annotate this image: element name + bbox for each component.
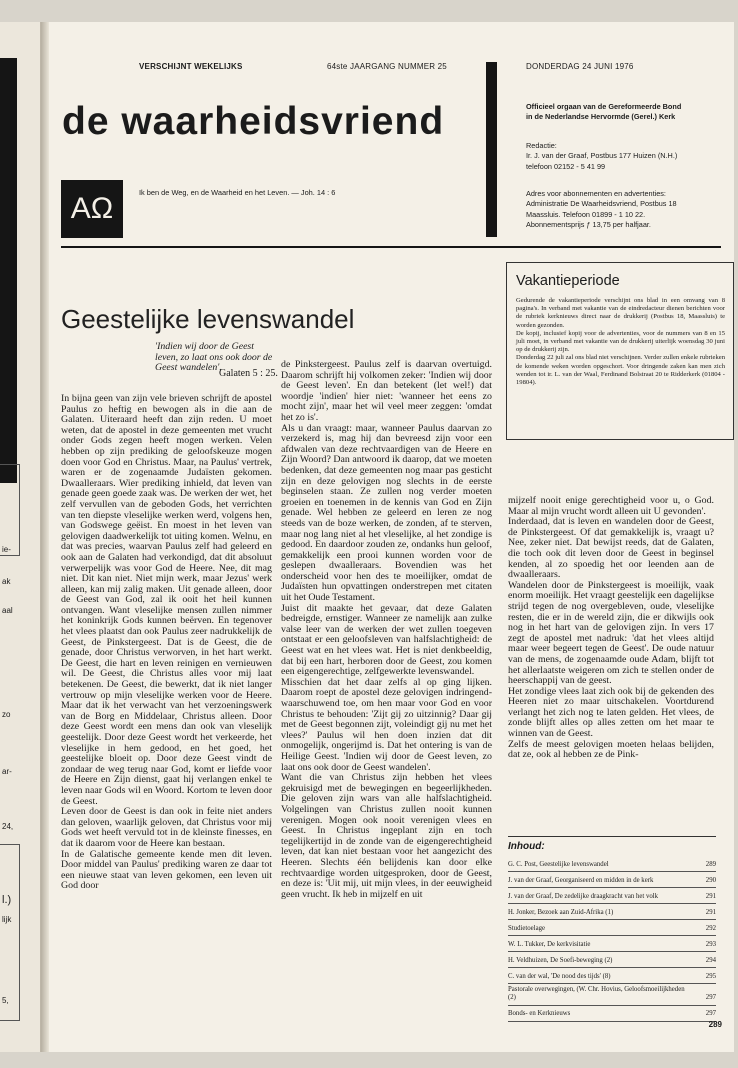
- toc-entry: [508, 952, 716, 968]
- toc-entry: [508, 920, 716, 936]
- article-title: Geestelijke levenswandel: [61, 304, 355, 334]
- article-column-1: [61, 394, 272, 892]
- subscription-line: Maassluis. Telefoon 01899 - 1 10 22.: [526, 209, 646, 219]
- vacation-notice-paragraph: De kopij, inclusief kopij voor de advertenties, voor de nummers van 8 en 15 juli moet, in verband met vakantie van de drukkerij uiterlijk woensdag 30 juni op de drukkerij zijn.: [516, 329, 725, 354]
- previous-page-fragment: ie-: [2, 545, 11, 554]
- article-paragraph: Als u dan vraagt: maar, wanneer Paulus daarvan zo verzekerd is, mag hij dan bevreesd zijn voor een afdwalen van deze rechtvaardigen van de Heere en Zijn Woord? Dan antwoord ik daarop, dat we moeten bedenken, dat deze gemeenten nog maar pas gesticht zijn en deze gelovigen nog slechts in de eerste beginselen staan. Ze zullen nog verder moeten groeien en toenemen in de kennis van God en Zijn genade. Wel hebben ze geleerd en leren ze nog steeds van de boze werken, de zonden, af te sterven, maar nog lang niet al het vleselijke, al het zondige is gedood. En daardoor zouden ze, ondanks hun geloof, gemakkelijk een prooi kunnen worden voor de geslepen dwaalleraars. Bovendien was het onderscheid voor hen des te moeilijker, omdat de Judaïsten hun opvattingen onderstrepen met citaten uit het Oude Testament.: [281, 422, 492, 604]
- article-paragraph: Wandelen door de Pinkstergeest is moeilijk, vaak enorm moeilijk. Het vraagt geestelijk een dagelijkse strijd tegen de nog overgebleven, oude, vleselijke resten, die er in de wereld zijn, die er dikwijls ook nog in het hart van de gelovigen zijn. In vers 17 zegt de apostel met nadruk: 'dat het vlees altijd maar weer begeert tegen de Geest'. De oude natuur van de mens, de zogenaamde oude Adam, blijft tot het allerlaatste weigeren om zich te stellen onder de heerschappij van de geest.: [508, 579, 714, 687]
- toc-entry-page: 289: [705, 860, 716, 868]
- ribbon-frequency: VERSCHIJNT WEKELIJKS: [139, 62, 243, 71]
- vacation-notice-box: [506, 262, 734, 440]
- subscription-line: Administratie De Waarheidsvriend, Postbus 18: [526, 199, 677, 209]
- alpha-omega-logo: AΩ: [61, 180, 123, 238]
- page-number: 289: [708, 1020, 722, 1029]
- toc-entry: [508, 1006, 716, 1022]
- toc-rule: [508, 836, 716, 837]
- article-paragraph: mijzelf nooit enige gerechtigheid voor u, o God. Maar al mijn vrucht wordt alleen uit U gevonden'.: [508, 495, 714, 517]
- toc-entry-title: Pastorale overwegingen, (W. Chr. Hovius, Geloofsmoeilijkheden (2): [508, 986, 685, 1002]
- ribbon-issue: 64ste JAARGANG NUMMER 25: [327, 62, 447, 71]
- previous-page-fragment: zo: [2, 710, 11, 719]
- masthead-title: de waarheidsvriend: [62, 100, 445, 143]
- article-paragraph: Want die van Christus zijn hebben het vlees gekruisigd met de bewegingen en begeerlijkheden. Die geloven zijn wars van alle halfslachtigheid. Volgelingen van Christus zullen nooit kunnen verenigen. Mogen ook nooit verenigen vlees en Geest. In Christus ingeplant zijn en toch tegelijkertijd in de zonde van de eigengerechtigheid leven, dat kan niet bestaan voor het aangezicht des Heeren. Slechts één belijdenis kan door elke rechtvaardige worden uitgesproken, door de Geest, en deze is: 'Uit mij, uit mijn vlees, in der eeuwigheid geen vrucht. Ik heb in mijzelf en uit: [281, 772, 492, 900]
- toc-entry-page: 291: [705, 892, 716, 900]
- newspaper-page: [49, 22, 734, 1052]
- article-paragraph: de Pinkstergeest. Paulus zelf is daarvan overtuigd. Daarom schrijft hij volkomen zeker: 'Indien wij door de Geest leven'. En dan betekent (let wel!) dat woordje 'indien' hier niet: 'wanneer het eens zo mocht zijn', maar het wil veel meer zeggen: 'omdat het zo is'.: [281, 359, 492, 423]
- vacation-notice-title: Vakantieperiode: [516, 273, 620, 289]
- article-paragraph: In bijna geen van zijn vele brieven schrijft de apostel Paulus zo heftig en bewogen als in die aan de Galaten. Uiteraard heeft dan zijn reden. U moet weten, dat de apostel in deze gemeenten met vrucht onder Gods zegen heeft mogen werken. Velen hebben op zijn prediking de geloofskeuze mogen doen voor God en Christus. Maar, na Paulus' vertrek, waren er de zogenaamde Judaïsten gekomen. Dwaalleraars. Wier prediking inhield, dat leven van genade geen goede zaak was. De werken der wet, het zelf vervullen van de geboden Gods, het verrichten van ten diepste vleselijke werken werd, volgens hen, van Godswege geëist. En moest in het leven van gelovigen daadwerkelijk tot uiting komen. Welnu, en dat was precies, waarvan Paulus zelf had geleerd en ook aan de Galaten had verkondigd, dat dit absoluut verwerpelijk was voor God de Heere. Nee, dit mag niet. Dit kan niet. Niet mijn werk, maar Jezus' werk alleen, kan mij zalig maken. Uit genade alleen, door de Geest van God, zal ik ooit het heil kunnen ontvangen. Want vleselijke mensen zullen nimmer het koninkrijk Gods kunnen beërven. En tegenover het vlees plaatst dan ook Paulus zeer nadrukkelijk de Geest, de Pinkstergeest. Dat is de Geest, die de genade, door Christus verworven, in het hart werkt. De Geest, die hart en leven reinigen en vernieuwen wil. De Geest, die Christus alles voor mij laat betekenen. De Geest, die bewerkt, dat ik niet langer vertrouw op mijn vleselijke werken voor de Heere. Maar dat ik het verwacht van het verzoeningswerk van de Borg en Middelaar, Christus alleen. Door deze Geest wordt een mens dan ook van vleselijk geestelijk. Door deze Geest wordt het verkeerde, het vleselijke in hem gedood, en het goed, het geestelijke bloeit op. Door deze Geest vindt de zondaar de weg terug naar God, komt er liefde voor de Heere en Zijn dienst, gaat hij verlangen enkel te leven naar Gods wil en Woord. Kortom te leven door de Geest.: [61, 393, 272, 807]
- subscription-line: Abonnementsprijs ƒ 13,75 per halfjaar.: [526, 220, 651, 230]
- article-paragraph: Misschien dat het daar zelfs al op ging lijken. Daarom roept de apostel deze gelovigen indringend-waarschuwend toe, om hen maar voor God en voor Christus te behouden: 'Zijt gij zo uitzinnig? Daar gij met de Geest begonnen zijt, voleindigt gij nu met het vlees?' Paulus wil hen doen inzien dat dit onmogelijk, ongerijmd is. Dat het ontering is van de Heilige Geest. 'Indien wij door de Geest leven, zo laat ons ook door de Geest wandelen'.: [281, 676, 492, 773]
- toc-entry: [508, 856, 716, 872]
- toc-entry-page: 295: [705, 972, 716, 980]
- toc-entry-title: J. van der Graaf, De zedelijke draagkracht van het volk: [508, 892, 659, 900]
- toc-title: Inhoud:: [508, 841, 545, 852]
- toc-entry: [508, 968, 716, 984]
- vacation-notice-paragraph: Donderdag 22 juli zal ons blad niet verschijnen. Verder zullen enkele rubrieken de komende weken worden opgeschort. Voor dringende zaken kan men zich wenden tot ir. L. van der Waal, Ferdinand Bolstraat 20 te Ridderkerk (01804 - 19804).: [516, 354, 725, 387]
- toc-entry-page: 291: [705, 908, 716, 916]
- toc-entry-title: C. van der wal, 'De nood des tijds' (8): [508, 972, 611, 980]
- article-epigraph-reference: Galaten 5 : 25.: [219, 368, 278, 379]
- article-paragraph: In de Galatische gemeente kende men dit leven. Door middel van Paulus' prediking waren ze daar tot een nieuwe staat van leven gekomen, een leven uit God door: [61, 848, 272, 892]
- toc-entry-page: 292: [705, 924, 716, 932]
- article-paragraph: Inderdaad, dat is leven en wandelen door de Geest, de Pinkstergeest. Of dat gemakkelijk is, vraagt u? Nee, zeker niet. Dat bewijst reeds, dat de Galaten, die toch ook dit leven door de Geest in beginsel kenden, al zo spoedig het oor leenden aan de dwaalleraars.: [508, 516, 714, 581]
- vacation-notice-paragraph: Gedurende de vakantieperiode verschijnt ons blad in een omvang van 8 pagina's. In verband met vakantie van de eindredacteur dienen berichten voor de rubriek kerknieuws direct naar de drukkerij (Postbus 18, Maassluis) te worden gezonden.: [516, 297, 725, 329]
- ribbon-date: DONDERDAG 24 JUNI 1976: [526, 62, 634, 71]
- motto: Ik ben de Weg, en de Waarheid en het Leven. — Joh. 14 : 6: [139, 188, 336, 197]
- article-column-2: [281, 360, 492, 900]
- previous-page-fragment: 24,: [2, 822, 14, 831]
- toc-entry-page: 294: [705, 956, 716, 964]
- toc-entry: [508, 936, 716, 952]
- toc-entry-title: Bonds- en Kerknieuws: [508, 1010, 571, 1018]
- redaction-line: Ir. J. van der Graaf, Postbus 177 Huizen (N.H.): [526, 151, 678, 161]
- official-organ: [526, 102, 681, 123]
- vacation-notice-text: [516, 297, 725, 387]
- toc-entry-title: Studietoelage: [508, 924, 545, 932]
- article-paragraph: Leven door de Geest is dan ook in feite niet anders dan geloven, waarlijk geloven, dat Christus voor mij Gods wet heeft vervuld tot in de kleinste finesses, en dat ik daarom voor de Heere kan bestaan.: [61, 806, 272, 849]
- toc-entry: [508, 984, 716, 1006]
- toc-entry-page: 297: [705, 994, 716, 1002]
- toc-entry: [508, 872, 716, 888]
- subscription-block: [526, 189, 677, 231]
- previous-page-edge: [0, 22, 41, 1052]
- article-epigraph: 'Indien wij door de Geest leven, zo laat ons ook door de Geest wandelen'.: [155, 341, 273, 373]
- previous-page-fragment: l.): [2, 894, 12, 906]
- previous-page-fragment: ar-: [2, 767, 12, 776]
- toc-entry: [508, 888, 716, 904]
- header-rule: [61, 246, 721, 248]
- toc-entry-title: H. Jonker, Bezoek aan Zuid-Afrika (1): [508, 908, 614, 916]
- previous-page-fragment: aal: [2, 606, 13, 615]
- redaction-label: Redactie:: [526, 141, 557, 150]
- article-paragraph: Juist dit maakte het gevaar, dat deze Galaten bedreigde, ernstiger. Wanneer ze namelijk aan zulke valse leer van de werken der wet zullen toegeven ontstaat er een geloofsleven van halfslachtigheid: de Geest wat en het vlees wat. Het is niet denkbeeldig, dat bij een hart, herboren door de Geest, zou komen een eigengerechtige, zelfgewerkte levenswandel.: [281, 602, 492, 678]
- redaction-line: telefoon 02152 - 5 41 99: [526, 161, 606, 171]
- article-column-3: [508, 496, 714, 761]
- toc-entry-title: G. C. Post, Geestelijke levenswandel: [508, 860, 609, 868]
- previous-page-fragment: lijk: [2, 915, 12, 924]
- previous-page-box: [0, 464, 20, 556]
- previous-page-box: [0, 844, 20, 1021]
- article-paragraph: Het zondige vlees laat zich ook bij de gekenden des Heeren niet zo maar uitschakelen. Voortdurend verlangt het zich nog te laten gelden. Het vlees, de zonde blijft alles op alles zetten om het maar te winnen van de Geest.: [508, 685, 714, 740]
- toc-entry-title: W. L. Tukker, De kerkvisitatie: [508, 940, 591, 948]
- previous-page-black-bar: [0, 58, 17, 483]
- toc-entry-title: H. Veldhuizen, De Soefi-beweging (2): [508, 956, 613, 964]
- toc-entry: [508, 904, 716, 920]
- official-organ-line: Officieel orgaan van de Gereformeerde Bond: [526, 102, 682, 111]
- official-organ-line: in de Nederlandse Hervormde (Gerel.) Kerk: [526, 112, 676, 122]
- toc-entry-page: 290: [705, 876, 716, 884]
- toc-entry-page: 297: [705, 1010, 716, 1018]
- table-of-contents: [508, 836, 716, 1022]
- redaction-block: [526, 141, 677, 172]
- toc-entry-title: J. van der Graaf, Georganiseerd en midden in de kerk: [508, 876, 654, 884]
- header-divider-bar: [486, 62, 497, 237]
- article-paragraph: Zelfs de meest gelovigen moeten helaas belijden, dat ze, ook al hebben ze de Pink-: [508, 738, 714, 761]
- previous-page-fragment: ak: [2, 577, 11, 586]
- previous-page-fragment: 5,: [2, 996, 9, 1005]
- toc-entry-page: 293: [705, 940, 716, 948]
- page-gutter: [41, 22, 49, 1052]
- subscription-line: Adres voor abonnementen en advertenties:: [526, 189, 666, 198]
